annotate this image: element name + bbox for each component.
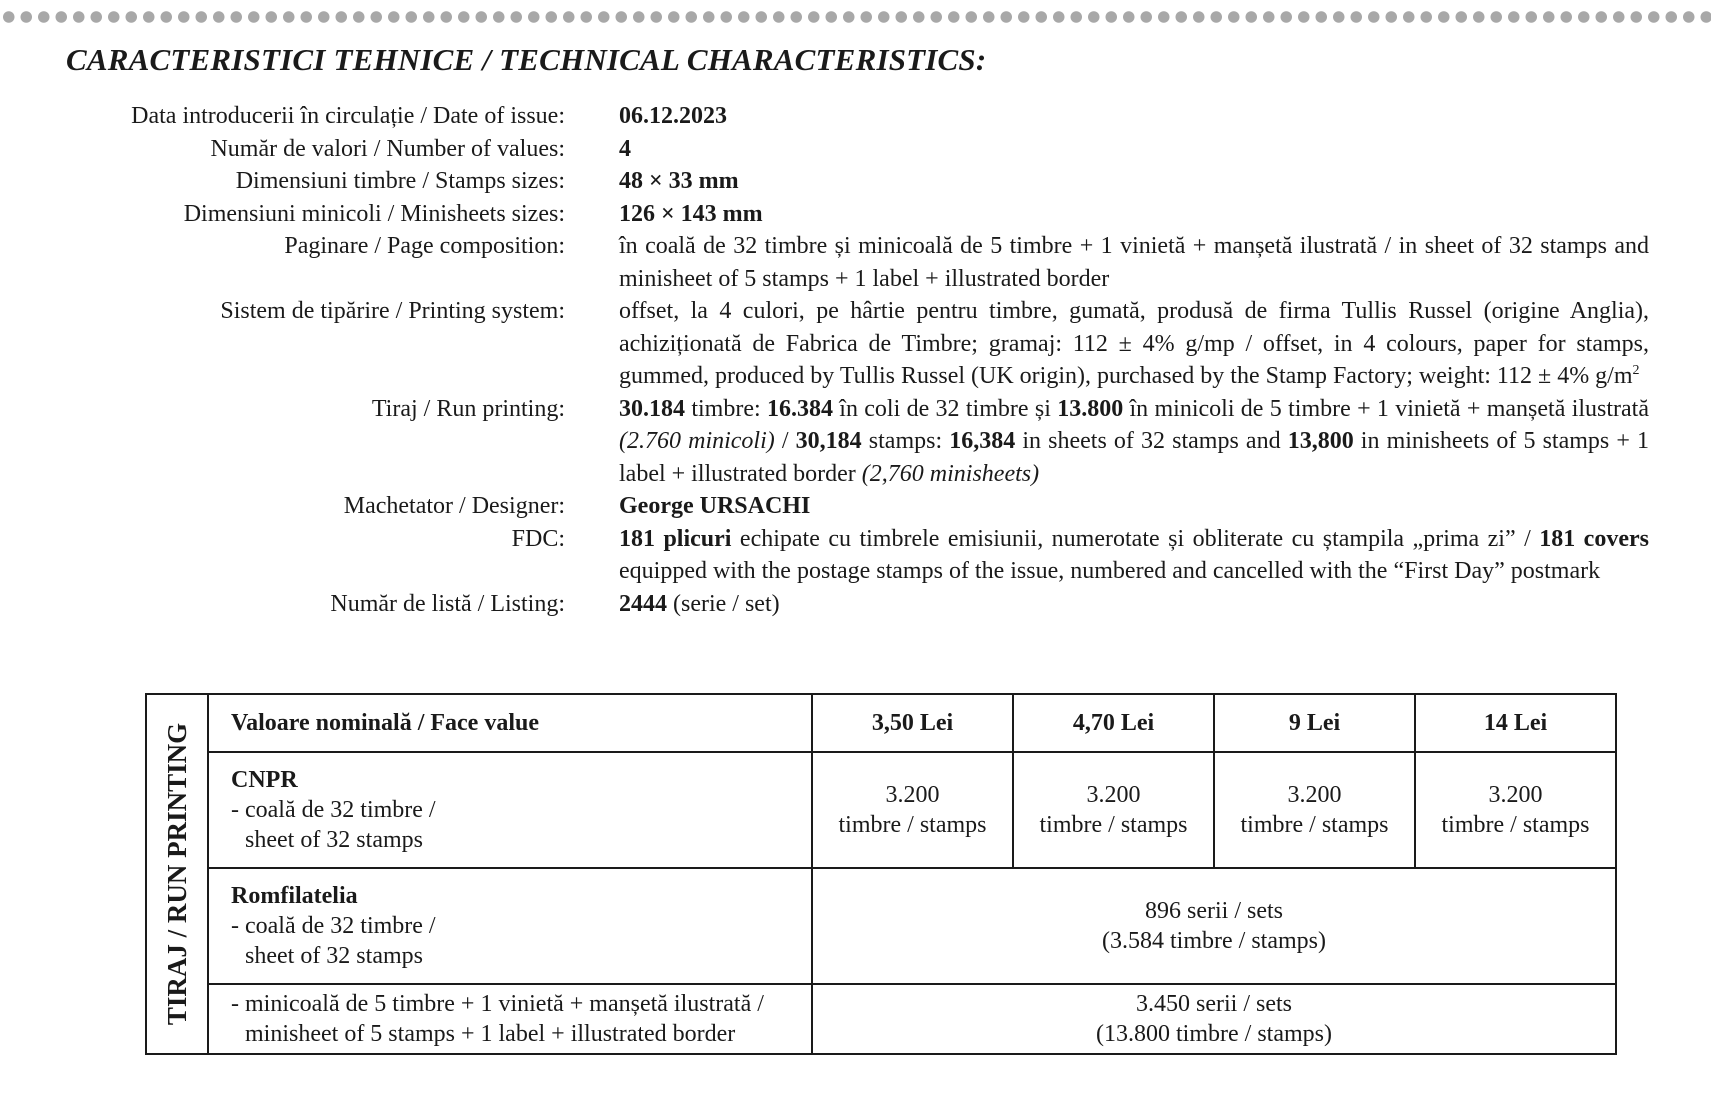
spec-value: 2444 (serie / set) xyxy=(619,590,780,617)
run-printing-table xyxy=(145,693,1617,1055)
spec-row-stamp-size xyxy=(60,165,1650,198)
table-row-minisheet xyxy=(146,984,1616,1054)
spec-value: offset, la 4 culori, pe hârtie pentru timbre, gumată, produsă de firma Tullis Russel (origine Anglia), achiziționată de Fabrica de Timbre; gramaj: 112 ± 4% g/mp / offset, in 4 colours, paper for stamps, gummed, produced by Tullis Russel (UK origin), purchased by the Stamp Factory; weight: 112 ± 4% $g/m^2$ xyxy=(619,298,1649,389)
row-label-cnpr: CNPR - coală de 32 timbre / sheet of 32 stamps xyxy=(208,752,812,868)
side-label-cell xyxy=(146,694,208,1054)
side-label: TIRAJ / RUN PRINTING xyxy=(162,722,192,1026)
spec-row-fdc xyxy=(60,523,1650,588)
face-value-header: 4,70 Lei xyxy=(1013,694,1214,752)
face-value-header: 14 Lei xyxy=(1415,694,1616,752)
spec-value: 4 xyxy=(619,135,631,162)
spec-label: Tiraj / Run printing: xyxy=(371,395,565,422)
spec-label: Număr de valori / Number of values: xyxy=(210,135,565,162)
spec-label: FDC: xyxy=(511,525,565,552)
specs-list xyxy=(60,100,1650,620)
spec-value: 181 plicuri echipate cu timbrele emisiunii, numerotate și obliterate cu ștampila „prima zi” / 181 covers equipped with the postage stamps of the issue, numbered and cancelled with the “First Day” postmark xyxy=(619,525,1649,584)
spec-value: George URSACHI xyxy=(619,493,811,519)
table-row-romfilatelia xyxy=(146,868,1616,984)
spec-value: 48 × 33 mm xyxy=(619,168,739,194)
minisheet-quantity: 3.450 serii / sets (13.800 timbre / stamps) xyxy=(812,984,1616,1054)
face-value-header: 3,50 Lei xyxy=(812,694,1013,752)
spec-label: Sistem de tipărire / Printing system: xyxy=(220,298,565,324)
quantity-cell: 3.200 timbre / stamps xyxy=(1415,752,1616,868)
table-row-cnpr xyxy=(146,752,1616,868)
row-label-minisheet: - minicoală de 5 timbre + 1 vinietă + manșetă ilustrată / minisheet of 5 stamps + 1 label + illustrated border xyxy=(208,984,812,1054)
romfilatelia-quantity: 896 serii / sets (3.584 timbre / stamps) xyxy=(812,868,1616,984)
spec-label: Data introducerii în circulație / Date of issue: xyxy=(131,103,565,129)
spec-row-printing xyxy=(60,295,1650,393)
row-label-romfilatelia: Romfilatelia - coală de 32 timbre / sheet of 32 stamps xyxy=(208,868,812,984)
spec-row-listing xyxy=(60,588,1650,621)
table-header-row xyxy=(146,694,1616,752)
header-label: Valoare nominală / Face value xyxy=(208,694,812,752)
spec-label: Machetator / Designer: xyxy=(343,493,565,519)
spec-value: în coală de 32 timbre și minicoală de 5 timbre + 1 vinietă + manșetă ilustrată / in sheet of 32 stamps and minisheet of 5 stamps + 1 label + illustrated border xyxy=(619,233,1649,292)
face-value-header: 9 Lei xyxy=(1214,694,1415,752)
spec-value: 06.12.2023 xyxy=(619,103,727,129)
spec-row-minisheet-size xyxy=(60,198,1650,231)
spec-row-values xyxy=(60,133,1650,166)
spec-row-page xyxy=(60,230,1650,295)
page-title: CARACTERISTICI TEHNICE / TECHNICAL CHARACTERISTICS: xyxy=(66,42,987,77)
spec-label: Dimensiuni timbre / Stamps sizes: xyxy=(235,168,565,194)
spec-row-designer xyxy=(60,490,1650,523)
dotted-border xyxy=(0,10,1711,24)
spec-value: 126 × 143 mm xyxy=(619,200,763,227)
spec-value: 30.184 timbre: 16.384 în coli de 32 timbre și 13.800 în minicoli de 5 timbre + 1 vinietă + manșetă ilustrată (2.760 minicoli) / 30,184 stamps: 16,384 in sheets of 32 stamps and 13,800 in minisheets of 5 stamps + 1 label + illustrated border (2,760 minisheets) xyxy=(619,395,1650,487)
spec-label: Dimensiuni minicoli / Minisheets sizes: xyxy=(183,200,565,227)
spec-row-run xyxy=(60,393,1650,491)
quantity-cell: 3.200 timbre / stamps xyxy=(812,752,1013,868)
spec-row-date xyxy=(60,100,1650,133)
quantity-cell: 3.200 timbre / stamps xyxy=(1214,752,1415,868)
quantity-cell: 3.200 timbre / stamps xyxy=(1013,752,1214,868)
spec-label: Paginare / Page composition: xyxy=(284,233,565,259)
spec-label: Număr de listă / Listing: xyxy=(330,590,565,617)
